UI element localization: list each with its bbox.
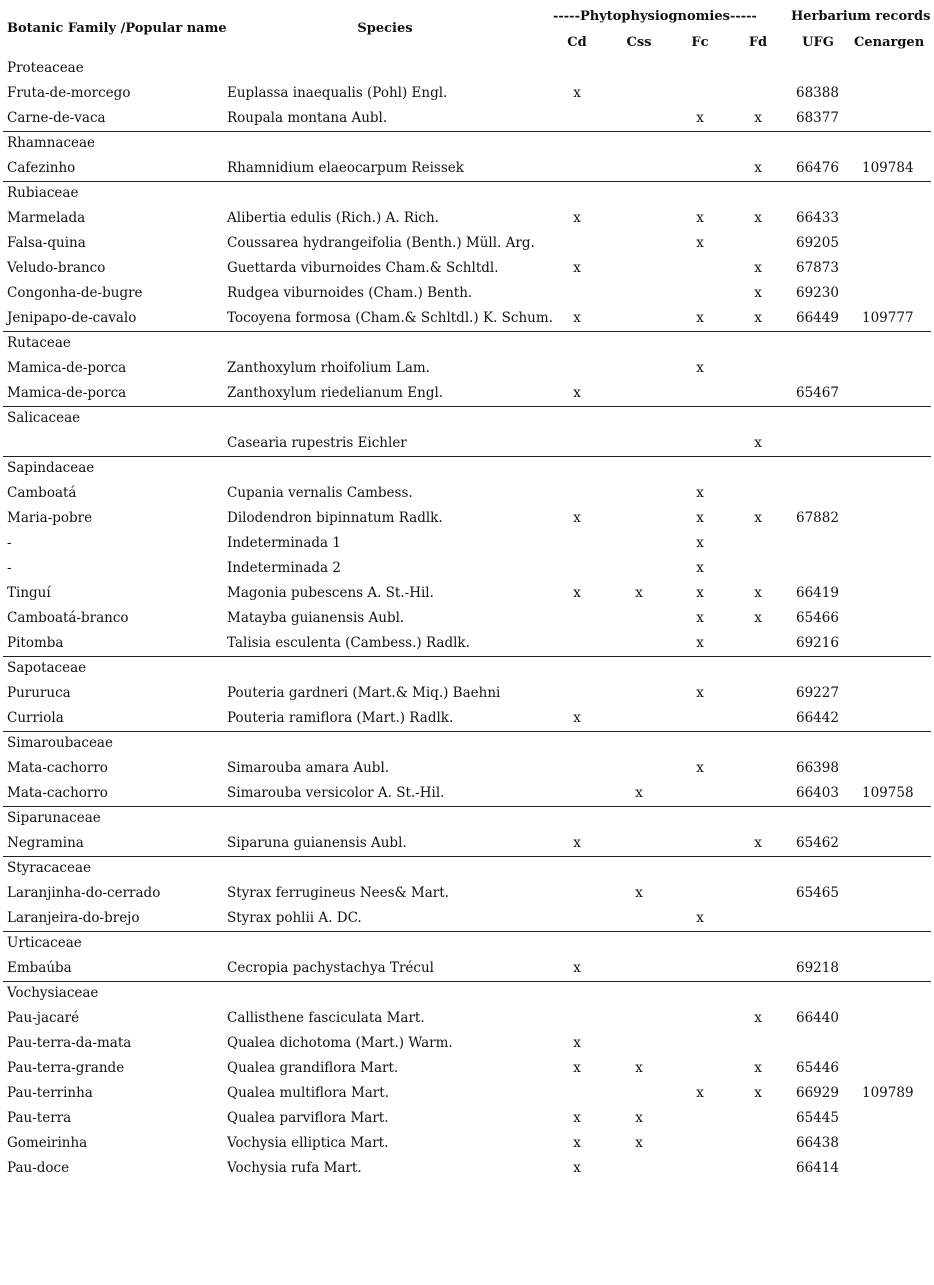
popular-name: Cafezinho	[7, 160, 76, 176]
family-row	[0, 931, 934, 956]
popular-name: Embaúba	[7, 960, 72, 976]
species-name: Matayba guianensis Aubl.	[227, 610, 405, 626]
table-row	[0, 681, 934, 706]
popular-name: Congonha-de-bugre	[7, 285, 143, 301]
fc-mark: x	[696, 610, 704, 626]
table-row	[0, 831, 934, 856]
table-row	[0, 206, 934, 231]
cd-mark: x	[573, 1035, 581, 1051]
fd-mark: x	[754, 435, 762, 451]
species-name: Dilodendron bipinnatum Radlk.	[227, 510, 443, 526]
table-row	[0, 1156, 934, 1181]
species-name: Vochysia rufa Mart.	[227, 1160, 362, 1176]
cd-mark: x	[573, 1060, 581, 1076]
species-name: Roupala montana Aubl.	[227, 110, 388, 126]
family-row	[0, 406, 934, 431]
species-name: Qualea parviflora Mart.	[227, 1110, 389, 1126]
species-name: Vochysia elliptica Mart.	[227, 1135, 389, 1151]
ufg-record: 66438	[796, 1135, 839, 1151]
family-row	[0, 181, 934, 206]
fd-mark: x	[754, 260, 762, 276]
family-name: Sapotaceae	[7, 660, 87, 676]
table-row	[0, 231, 934, 256]
fc-mark: x	[696, 110, 704, 126]
family-row	[0, 656, 934, 681]
ufg-record: 66403	[796, 785, 839, 801]
header-col-ufg: UFG	[802, 35, 834, 50]
cenargen-record: 109789	[862, 1085, 914, 1101]
popular-name: Marmelada	[7, 210, 86, 226]
family-row	[0, 56, 934, 81]
species-name: Alibertia edulis (Rich.) A. Rich.	[227, 210, 439, 226]
css-mark: x	[635, 1060, 643, 1076]
fd-mark: x	[754, 835, 762, 851]
table-row	[0, 356, 934, 381]
species-name: Casearia rupestris Eichler	[227, 435, 407, 451]
header-col-cenargen: Cenargen	[854, 35, 925, 50]
fc-mark: x	[696, 635, 704, 651]
ufg-record: 66398	[796, 760, 839, 776]
species-name: Talisia esculenta (Cambess.) Radlk.	[227, 635, 470, 651]
family-name: Vochysiaceae	[7, 985, 99, 1001]
header-species: Species	[357, 21, 413, 36]
species-name: Rhamnidium elaeocarpum Reissek	[227, 160, 464, 176]
header-family: Botanic Family /Popular name	[7, 21, 227, 36]
popular-name: Laranjinha-do-cerrado	[7, 885, 161, 901]
popular-name: Pururuca	[7, 685, 71, 701]
cd-mark: x	[573, 210, 581, 226]
fc-mark: x	[696, 560, 704, 576]
family-row	[0, 456, 934, 481]
popular-name: Fruta-de-morcego	[7, 85, 131, 101]
popular-name: Jenipapo-de-cavalo	[7, 310, 137, 326]
family-row	[0, 806, 934, 831]
ufg-record: 66414	[796, 1160, 839, 1176]
cenargen-record: 109758	[862, 785, 914, 801]
fc-mark: x	[696, 585, 704, 601]
table-row	[0, 581, 934, 606]
header-col-fc: Fc	[691, 35, 709, 50]
ufg-record: 65465	[796, 885, 839, 901]
table-row	[0, 1056, 934, 1081]
header-herbarium-records: Herbarium records	[791, 9, 931, 24]
ufg-record: 66449	[796, 310, 839, 326]
table-row	[0, 1081, 934, 1106]
species-name: Euplassa inaequalis (Pohl) Engl.	[227, 85, 448, 101]
species-name: Pouteria ramiflora (Mart.) Radlk.	[227, 710, 454, 726]
ufg-record: 68377	[796, 110, 839, 126]
css-mark: x	[635, 785, 643, 801]
ufg-record: 66419	[796, 585, 839, 601]
species-name: Indeterminada 2	[227, 560, 341, 576]
table-row	[0, 1006, 934, 1031]
cd-mark: x	[573, 585, 581, 601]
fd-mark: x	[754, 610, 762, 626]
header-col-fd: Fd	[748, 35, 768, 50]
cd-mark: x	[573, 385, 581, 401]
family-name: Rubiaceae	[7, 185, 79, 201]
family-row	[0, 981, 934, 1006]
fc-mark: x	[696, 1085, 704, 1101]
species-name: Indeterminada 1	[227, 535, 341, 551]
popular-name: Camboatá	[7, 485, 77, 501]
fc-mark: x	[696, 210, 704, 226]
species-name: Siparuna guianensis Aubl.	[227, 835, 407, 851]
table-row	[0, 706, 934, 731]
table-row	[0, 431, 934, 456]
ufg-record: 69218	[796, 960, 839, 976]
popular-name: Mamica-de-porca	[7, 385, 127, 401]
table-row	[0, 256, 934, 281]
fd-mark: x	[754, 1085, 762, 1101]
fc-mark: x	[696, 310, 704, 326]
popular-name: Laranjeira-do-brejo	[7, 910, 140, 926]
fd-mark: x	[754, 510, 762, 526]
ufg-record: 69230	[796, 285, 839, 301]
species-name: Coussarea hydrangeifolia (Benth.) Müll. Arg.	[227, 235, 535, 251]
fd-mark: x	[754, 310, 762, 326]
table-row	[0, 906, 934, 931]
ufg-record: 65466	[796, 610, 839, 626]
family-name: Rutaceae	[7, 335, 71, 351]
species-name: Tocoyena formosa (Cham.& Schltdl.) K. Schum.	[227, 310, 553, 326]
popular-name: Pau-terra	[7, 1110, 72, 1126]
popular-name: Negramina	[7, 835, 84, 851]
popular-name: Pau-terra-grande	[7, 1060, 125, 1076]
css-mark: x	[635, 1135, 643, 1151]
fc-mark: x	[696, 760, 704, 776]
popular-name: Pitomba	[7, 635, 64, 651]
table-row	[0, 1106, 934, 1131]
family-name: Proteaceae	[7, 60, 84, 76]
fd-mark: x	[754, 1060, 762, 1076]
table-row	[0, 106, 934, 131]
cd-mark: x	[573, 310, 581, 326]
fc-mark: x	[696, 360, 704, 376]
ufg-record: 67873	[796, 260, 839, 276]
table-row	[0, 81, 934, 106]
species-name: Guettarda viburnoides Cham.& Schltdl.	[227, 260, 499, 276]
cd-mark: x	[573, 85, 581, 101]
fc-mark: x	[696, 510, 704, 526]
css-mark: x	[635, 1110, 643, 1126]
table-row	[0, 1031, 934, 1056]
species-name: Zanthoxylum rhoifolium Lam.	[227, 360, 430, 376]
popular-name: Carne-de-vaca	[7, 110, 106, 126]
table-row	[0, 481, 934, 506]
species-name: Qualea multiflora Mart.	[227, 1085, 389, 1101]
popular-name: Veludo-branco	[7, 260, 106, 276]
cenargen-record: 109784	[862, 160, 914, 176]
cd-mark: x	[573, 510, 581, 526]
popular-name: Mata-cachorro	[7, 785, 108, 801]
header-col-css: Css	[626, 35, 652, 50]
family-name: Simaroubaceae	[7, 735, 113, 751]
popular-name: Pau-jacaré	[7, 1010, 80, 1026]
family-name: Urticaceae	[7, 935, 82, 951]
ufg-record: 65462	[796, 835, 839, 851]
fd-mark: x	[754, 210, 762, 226]
popular-name: Mata-cachorro	[7, 760, 108, 776]
table-row	[0, 306, 934, 331]
ufg-record: 65446	[796, 1060, 839, 1076]
table-row	[0, 506, 934, 531]
header-phytophysiognomies: -----Phytophysiognomies-----	[553, 9, 757, 24]
ufg-record: 65467	[796, 385, 839, 401]
ufg-record: 66440	[796, 1010, 839, 1026]
species-name: Cecropia pachystachya Trécul	[227, 960, 434, 976]
table-row	[0, 381, 934, 406]
table-row	[0, 956, 934, 981]
family-row	[0, 731, 934, 756]
fd-mark: x	[754, 110, 762, 126]
popular-name: Pau-terrinha	[7, 1085, 93, 1101]
ufg-record: 67882	[796, 510, 839, 526]
table-row	[0, 881, 934, 906]
popular-name: -	[7, 535, 12, 551]
cd-mark: x	[573, 710, 581, 726]
species-name: Styrax pohlii A. DC.	[227, 910, 362, 926]
fc-mark: x	[696, 910, 704, 926]
ufg-record: 66929	[796, 1085, 839, 1101]
table-row	[0, 531, 934, 556]
family-name: Rhamnaceae	[7, 135, 96, 151]
family-name: Styracaceae	[7, 860, 91, 876]
cd-mark: x	[573, 1160, 581, 1176]
species-name: Magonia pubescens A. St.-Hil.	[227, 585, 434, 601]
popular-name: Maria-pobre	[7, 510, 93, 526]
popular-name: -	[7, 560, 12, 576]
table-row	[0, 281, 934, 306]
species-name: Pouteria gardneri (Mart.& Miq.) Baehni	[227, 685, 501, 701]
popular-name: Pau-doce	[7, 1160, 70, 1176]
css-mark: x	[635, 585, 643, 601]
ufg-record: 66476	[796, 160, 839, 176]
table-row	[0, 1131, 934, 1156]
family-row	[0, 331, 934, 356]
cd-mark: x	[573, 1135, 581, 1151]
fd-mark: x	[754, 160, 762, 176]
cenargen-record: 109777	[862, 310, 914, 326]
species-name: Rudgea viburnoides (Cham.) Benth.	[227, 285, 473, 301]
css-mark: x	[635, 885, 643, 901]
popular-name: Mamica-de-porca	[7, 360, 127, 376]
cd-mark: x	[573, 260, 581, 276]
species-name: Cupania vernalis Cambess.	[227, 485, 413, 501]
ufg-record: 69205	[796, 235, 839, 251]
ufg-record: 65445	[796, 1110, 839, 1126]
popular-name: Camboatá-branco	[7, 610, 129, 626]
popular-name: Pau-terra-da-mata	[7, 1035, 132, 1051]
popular-name: Falsa-quina	[7, 235, 86, 251]
popular-name: Curriola	[7, 710, 64, 726]
table-row	[0, 756, 934, 781]
cd-mark: x	[573, 960, 581, 976]
species-name: Zanthoxylum riedelianum Engl.	[227, 385, 444, 401]
ufg-record: 68388	[796, 85, 839, 101]
species-name: Callisthene fasciculata Mart.	[227, 1010, 425, 1026]
cd-mark: x	[573, 1110, 581, 1126]
table-row	[0, 631, 934, 656]
family-name: Salicaceae	[7, 410, 81, 426]
table-row	[0, 606, 934, 631]
species-name: Simarouba amara Aubl.	[227, 760, 390, 776]
fc-mark: x	[696, 685, 704, 701]
cd-mark: x	[573, 835, 581, 851]
fc-mark: x	[696, 235, 704, 251]
ufg-record: 66442	[796, 710, 839, 726]
fc-mark: x	[696, 485, 704, 501]
family-name: Sapindaceae	[7, 460, 95, 476]
species-name: Qualea dichotoma (Mart.) Warm.	[227, 1035, 453, 1051]
ufg-record: 69216	[796, 635, 839, 651]
family-row	[0, 856, 934, 881]
fd-mark: x	[754, 285, 762, 301]
species-name: Qualea grandiflora Mart.	[227, 1060, 399, 1076]
table-row	[0, 781, 934, 806]
family-name: Siparunaceae	[7, 810, 101, 826]
table-row	[0, 556, 934, 581]
popular-name: Tinguí	[7, 585, 51, 601]
fc-mark: x	[696, 535, 704, 551]
ufg-record: 66433	[796, 210, 839, 226]
fd-mark: x	[754, 585, 762, 601]
fd-mark: x	[754, 1010, 762, 1026]
ufg-record: 69227	[796, 685, 839, 701]
species-name: Simarouba versicolor A. St.-Hil.	[227, 785, 445, 801]
popular-name: Gomeirinha	[7, 1135, 88, 1151]
header-col-cd: Cd	[567, 35, 587, 50]
family-row	[0, 131, 934, 156]
species-name: Styrax ferrugineus Nees& Mart.	[227, 885, 449, 901]
table-row	[0, 156, 934, 181]
